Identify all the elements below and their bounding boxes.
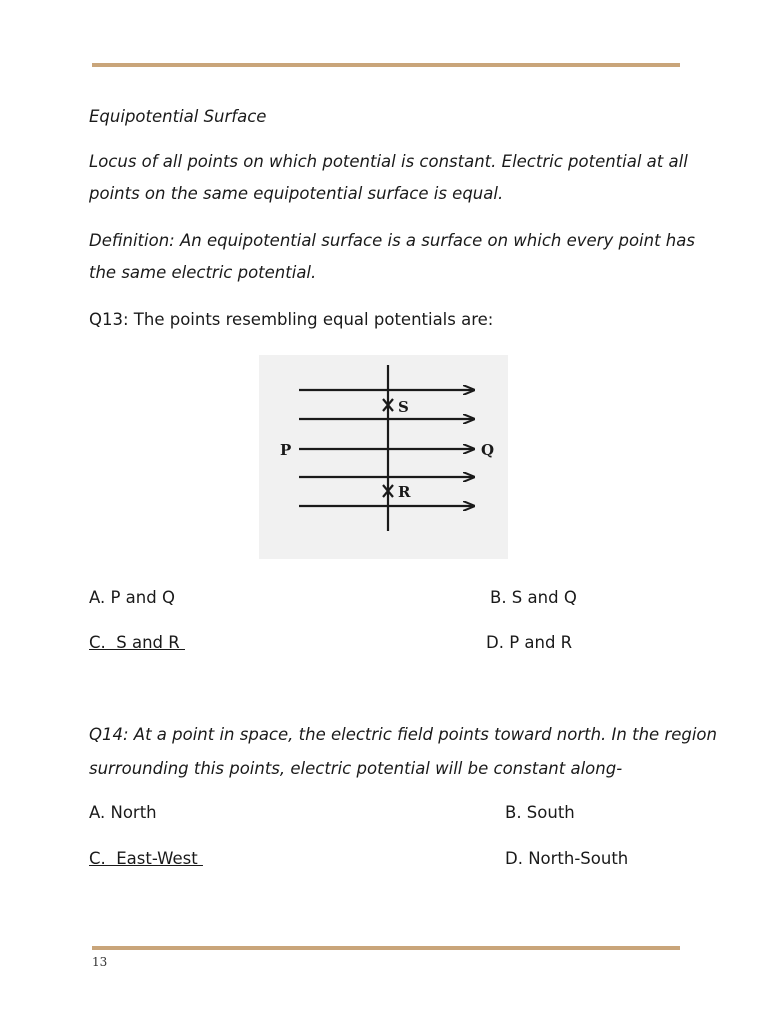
q14-question-line1: Q14: At a point in space, the electric field points toward north. In the region (89, 725, 717, 744)
definition-text-line1: Definition: An equipotential surface is a surface on which every point has (89, 231, 695, 250)
q14-question-line2: surrounding this points, electric potential will be constant along- (89, 759, 623, 778)
label-r: R (398, 483, 411, 501)
q14-option-d[interactable]: D. North-South (505, 849, 629, 868)
q13-option-d[interactable]: D. P and R (486, 633, 573, 652)
label-p: P (280, 441, 292, 459)
q13-option-c-answer[interactable]: C. S and R (89, 633, 185, 652)
bottom-divider (92, 946, 680, 950)
q13-option-b[interactable]: B. S and Q (490, 588, 577, 607)
label-q: Q (481, 441, 495, 459)
page-number: 13 (92, 955, 108, 969)
q13-option-a[interactable]: A. P and Q (89, 588, 175, 607)
q14-option-c-answer[interactable]: C. East-West (89, 849, 203, 868)
q13-question: Q13: The points resembling equal potentials are: (89, 310, 494, 329)
field-lines-figure (259, 355, 508, 559)
section-heading: Equipotential Surface (89, 107, 267, 126)
locus-text-line1: Locus of all points on which potential is constant. Electric potential at all (89, 152, 688, 171)
label-s: S (398, 398, 409, 416)
locus-text-line2: points on the same equipotential surface is equal. (89, 184, 504, 203)
top-divider (92, 63, 680, 67)
q14-option-b[interactable]: B. South (505, 803, 575, 822)
definition-text-line2: the same electric potential. (89, 263, 317, 282)
field-lines-diagram (259, 355, 508, 559)
q14-option-a[interactable]: A. North (89, 803, 157, 822)
